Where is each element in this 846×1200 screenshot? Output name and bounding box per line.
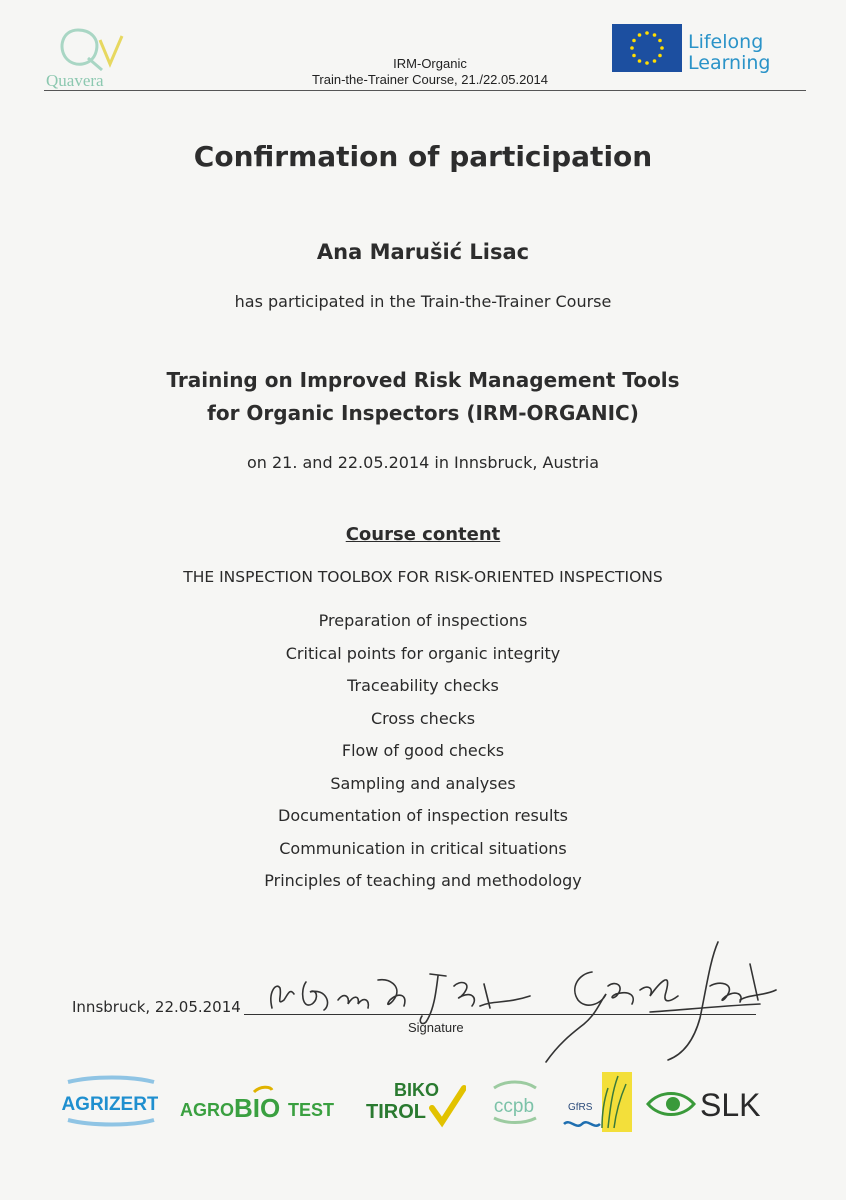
header-course-info — [250, 56, 610, 88]
course-content-list — [0, 605, 846, 898]
toolbox-heading: THE INSPECTION TOOLBOX FOR RISK-ORIENTED INSPECTIONS — [183, 568, 663, 586]
agrizert-logo — [62, 1074, 158, 1128]
course-title-line-2: for Organic Inspectors (IRM-ORGANIC) — [207, 401, 639, 425]
participant-name: Ana Marušić Lisac — [316, 240, 530, 264]
place-and-date: Innsbruck, 22.05.2014 — [72, 998, 241, 1016]
learning-text: Learning — [688, 52, 771, 74]
list-item: Principles of teaching and methodology — [264, 871, 582, 890]
list-item: Communication in critical situations — [279, 838, 567, 858]
lifelong-learning-logo — [612, 24, 812, 76]
gfrs-logo — [562, 1070, 634, 1134]
list-item: Traceability checks — [347, 676, 499, 695]
lifelong-text: Lifelong — [688, 31, 764, 53]
agrobiotest-text-1: AGRO — [180, 1100, 234, 1120]
eu-flag-icon — [612, 24, 682, 72]
list-item: Documentation of inspection results — [278, 806, 568, 825]
header-line-2: Train-the-Trainer Course, 21./22.05.2014 — [311, 72, 549, 87]
quavera-logo-text: Quavera — [46, 71, 104, 90]
participation-statement: has participated in the Train-the-Trainer Course — [234, 292, 612, 311]
sponsor-logos — [56, 1070, 796, 1134]
course-title — [0, 364, 846, 430]
course-title-line-1: Training on Improved Risk Management Tools — [166, 368, 680, 392]
agrobiotest-text-2: BIO — [234, 1093, 281, 1123]
slk-logo — [646, 1082, 796, 1126]
list-item: Sampling and analyses — [330, 773, 516, 793]
certificate-title: Confirmation of participation — [193, 140, 653, 173]
list-item: Critical points for organic integrity — [285, 643, 561, 663]
course-content-heading: Course content — [345, 524, 501, 545]
biko-tirol-logo — [366, 1074, 466, 1130]
agrobiotest-logo — [180, 1084, 352, 1124]
handwritten-signatures — [240, 930, 780, 1070]
header-line-1: IRM-Organic — [393, 56, 467, 71]
signature-label: Signature — [408, 1020, 464, 1035]
biko-text: BIKO — [394, 1080, 439, 1100]
gfrs-text: GfRS — [568, 1102, 593, 1113]
ccpb-text: ccpb — [493, 1096, 535, 1117]
signature-line — [244, 1014, 756, 1015]
ccpb-logo — [484, 1076, 544, 1126]
tirol-text: TIROL — [366, 1101, 426, 1123]
list-item: Preparation of inspections — [318, 611, 528, 630]
header-divider — [44, 90, 806, 91]
list-item: Flow of good checks — [341, 741, 505, 760]
agrobiotest-text-3: TEST — [288, 1100, 335, 1120]
slk-text: SLK — [700, 1087, 761, 1123]
agrizert-text: AGRIZERT — [62, 1094, 158, 1115]
list-item: Cross checks — [370, 708, 476, 728]
quavera-logo — [44, 22, 140, 94]
lifelong-learning-text — [688, 32, 771, 74]
course-dates: on 21. and 22.05.2014 in Innsbruck, Austria — [246, 453, 600, 472]
